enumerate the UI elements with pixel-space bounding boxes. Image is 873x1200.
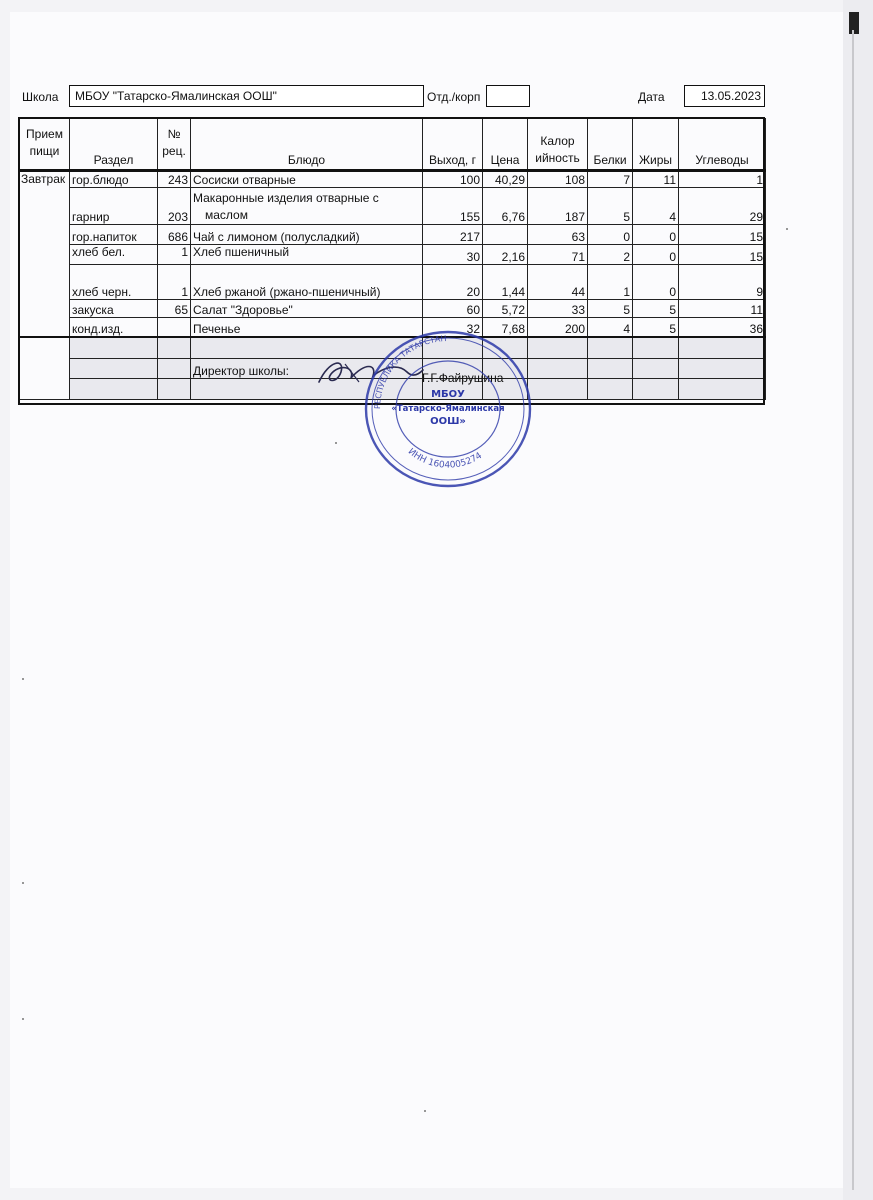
row-recipe: 203	[158, 188, 191, 225]
row-calories: 44	[528, 265, 588, 300]
row-proteins: 5	[588, 188, 633, 225]
row-weight: 30	[423, 245, 483, 265]
row-weight: 217	[423, 225, 483, 245]
col-weight: Выход, г	[423, 119, 483, 171]
scan-edge-mark	[849, 12, 859, 34]
date-value: 13.05.2023	[700, 89, 761, 103]
row-recipe: 686	[158, 225, 191, 245]
col-calories: Калор ийность	[528, 119, 588, 171]
stamp-bottom-text: ИНН 1604005274	[405, 446, 484, 471]
col-section: Раздел	[70, 119, 158, 171]
table-row	[20, 188, 766, 225]
stamp-top-text: РЕСПУБЛИКА ТАТАРСТАН	[372, 333, 447, 410]
row-dish: Чай с лимоном (полусладкий)	[191, 225, 423, 245]
row-proteins: 7	[588, 171, 633, 188]
row-calories: 187	[528, 188, 588, 225]
scan-speck	[22, 678, 24, 680]
row-weight: 100	[423, 171, 483, 188]
dept-field	[486, 85, 530, 107]
row-calories: 63	[528, 225, 588, 245]
row-calories: 200	[528, 318, 588, 337]
row-dish: Хлеб ржаной (ржано-пшеничный)	[191, 265, 423, 300]
row-calories: 108	[528, 171, 588, 188]
row-section: хлеб бел.	[70, 245, 158, 265]
table-header-row	[20, 119, 766, 171]
row-weight: 20	[423, 265, 483, 300]
col-proteins: Белки	[588, 119, 633, 171]
scan-edge-line	[852, 30, 854, 1190]
row-section: конд.изд.	[70, 318, 158, 337]
row-recipe: 1	[158, 265, 191, 300]
dept-label: Отд./корп	[427, 90, 481, 104]
row-price	[483, 225, 528, 245]
row-carbs: 15	[679, 245, 766, 265]
row-fats: 0	[633, 245, 679, 265]
table-row	[20, 225, 766, 245]
director-label: Директор школы:	[191, 359, 423, 379]
school-stamp	[360, 327, 535, 492]
row-carbs: 15	[679, 225, 766, 245]
row-dish: Сосиски отварные	[191, 171, 423, 188]
row-carbs: 9	[679, 265, 766, 300]
row-fats: 4	[633, 188, 679, 225]
row-fats: 5	[633, 318, 679, 337]
date-label: Дата	[638, 90, 665, 104]
row-price: 6,76	[483, 188, 528, 225]
row-carbs: 29	[679, 188, 766, 225]
row-calories: 33	[528, 300, 588, 318]
col-recipe: № рец.	[158, 119, 191, 171]
row-section: хлеб черн.	[70, 265, 158, 300]
table-row	[20, 300, 766, 318]
row-dish: Печенье	[191, 318, 423, 337]
scan-speck	[786, 228, 788, 230]
blank-meal-cell	[20, 337, 70, 400]
row-section: закуска	[70, 300, 158, 318]
scan-speck	[22, 1018, 24, 1020]
svg-text:ИНН 1604005274	[406, 447, 484, 471]
row-fats: 0	[633, 225, 679, 245]
row-recipe: 243	[158, 171, 191, 188]
school-label: Школа	[22, 90, 59, 104]
row-price: 2,16	[483, 245, 528, 265]
row-price: 5,72	[483, 300, 528, 318]
row-proteins: 1	[588, 265, 633, 300]
row-proteins: 0	[588, 225, 633, 245]
meal-name: Завтрак	[20, 171, 70, 337]
row-fats: 11	[633, 171, 679, 188]
table-row	[20, 245, 766, 265]
col-price: Цена	[483, 119, 528, 171]
row-carbs: 1	[679, 171, 766, 188]
director-name: Г.Г.Файрушина	[422, 371, 504, 385]
school-name-field	[69, 85, 424, 107]
row-section: гор.блюдо	[70, 171, 158, 188]
stamp-center-2: «Татарско-Ямалинская	[391, 404, 505, 414]
row-carbs: 11	[679, 300, 766, 318]
table-row	[20, 171, 766, 188]
row-weight: 32	[423, 318, 483, 337]
row-weight: 155	[423, 188, 483, 225]
stamp-center-3: ООШ»	[430, 416, 466, 427]
row-price: 1,44	[483, 265, 528, 300]
row-proteins: 2	[588, 245, 633, 265]
date-field	[684, 85, 765, 107]
col-carbs: Углеводы	[679, 119, 766, 171]
row-fats: 0	[633, 265, 679, 300]
row-recipe	[158, 318, 191, 337]
table-row	[20, 265, 766, 300]
scan-edge	[843, 0, 873, 1200]
scan-speck	[335, 442, 337, 444]
col-meal: Прием пищи	[20, 119, 70, 171]
row-fats: 5	[633, 300, 679, 318]
row-section: гор.напиток	[70, 225, 158, 245]
row-recipe: 1	[158, 245, 191, 265]
stamp-center-1: МБОУ	[431, 389, 465, 400]
row-section: гарнир	[70, 188, 158, 225]
row-carbs: 36	[679, 318, 766, 337]
row-dish: Салат "Здоровье"	[191, 300, 423, 318]
row-dish: Макаронные изделия отварные с маслом	[191, 188, 423, 225]
row-dish: Хлеб пшеничный	[191, 245, 423, 265]
row-price: 40,29	[483, 171, 528, 188]
row-proteins: 4	[588, 318, 633, 337]
school-name: МБОУ "Татарско-Ямалинская ООШ"	[75, 89, 277, 103]
row-weight: 60	[423, 300, 483, 318]
row-price: 7,68	[483, 318, 528, 337]
scan-speck	[424, 1110, 426, 1112]
row-proteins: 5	[588, 300, 633, 318]
col-fats: Жиры	[633, 119, 679, 171]
row-calories: 71	[528, 245, 588, 265]
row-recipe: 65	[158, 300, 191, 318]
scan-speck	[22, 882, 24, 884]
col-dish: Блюдо	[191, 119, 423, 171]
